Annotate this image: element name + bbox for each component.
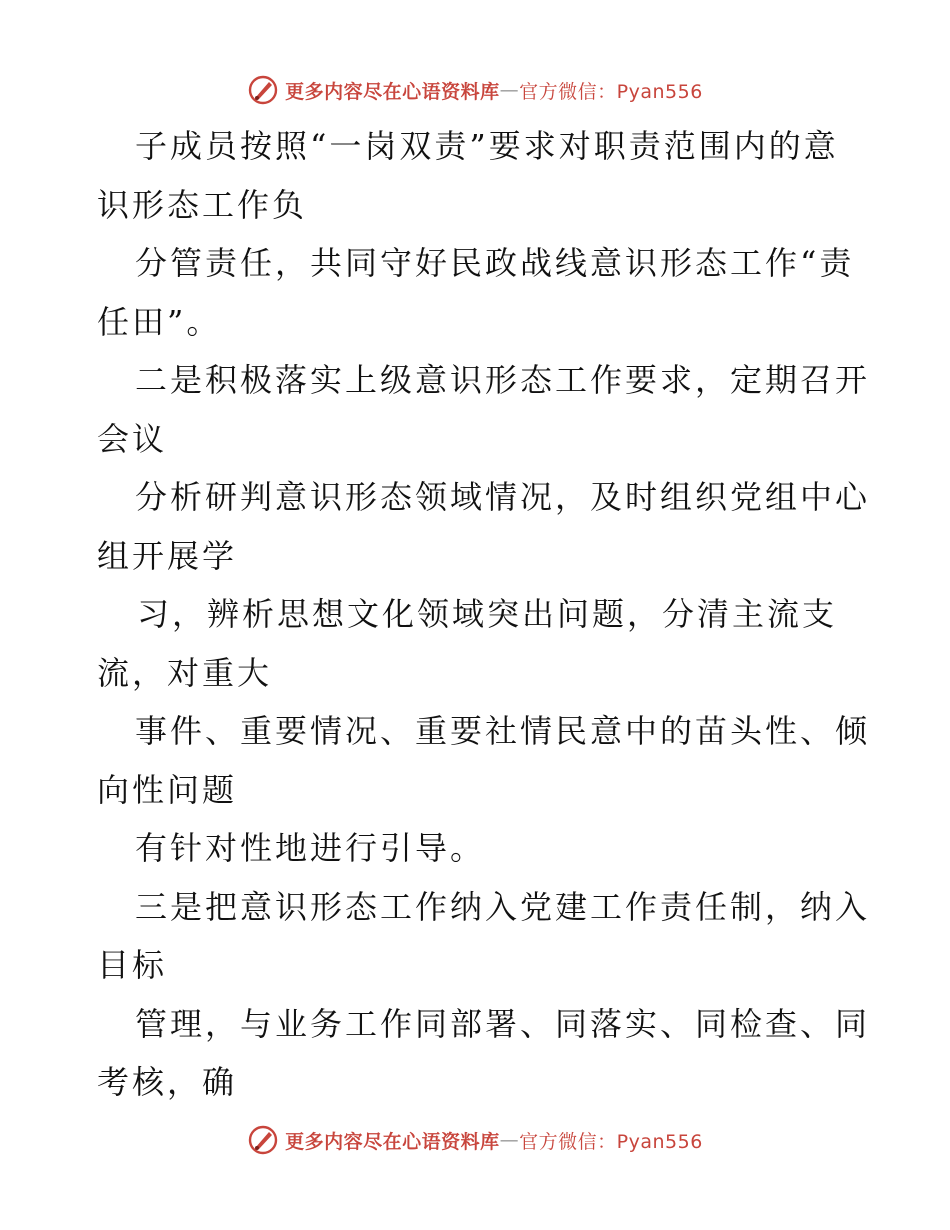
header-wechat-text: 官方微信：Pyan556 (519, 80, 703, 103)
footer-watermark (0, 1120, 950, 1160)
body-line: 有针对性地进行引导。 (135, 829, 486, 867)
body-line: 目标 (97, 946, 168, 984)
body-line: 流，对重大 (97, 653, 273, 692)
document-body (97, 117, 871, 1112)
body-line: 子成员按照“一岗双责”要求对职责范围内的意 (135, 127, 839, 165)
body-line: 考核，确 (97, 1063, 238, 1101)
body-line: 习，辨析思想文化领域突出问题，分清主流支 (137, 595, 838, 633)
body-line: 分析研判意识形态领域情况，及时组织党组中心 (135, 478, 871, 516)
body-line: 三是把意识形态工作纳入党建工作责任制，纳入 (135, 887, 871, 926)
body-line: 管理，与业务工作同部署、同落实、同检查、同 (135, 1004, 871, 1043)
pen-quill-logo-icon (247, 74, 279, 106)
body-line: 向性问题 (97, 770, 238, 809)
header-brand-text: 更多内容尽在心语资料库 (285, 80, 500, 103)
body-line: 事件、重要情况、重要社情民意中的苗头性、倾 (135, 712, 871, 750)
header-dash: — (499, 79, 520, 101)
body-line: 分管责任，共同守好民政战线意识形态工作“责 (135, 244, 855, 282)
footer-brand-text: 更多内容尽在心语资料库 (285, 1130, 500, 1153)
body-line: 二是积极落实上级意识形态工作要求，定期召开 (135, 361, 871, 399)
body-line: 组开展学 (97, 536, 238, 575)
header-watermark (0, 70, 950, 110)
body-line: 会议 (97, 419, 168, 458)
body-line: 识形态工作负 (97, 185, 308, 224)
footer-dash: — (499, 1129, 520, 1151)
pen-quill-logo-icon (247, 1124, 279, 1156)
body-line: 任田”。 (97, 302, 222, 341)
footer-wechat-text: 官方微信：Pyan556 (519, 1130, 703, 1153)
